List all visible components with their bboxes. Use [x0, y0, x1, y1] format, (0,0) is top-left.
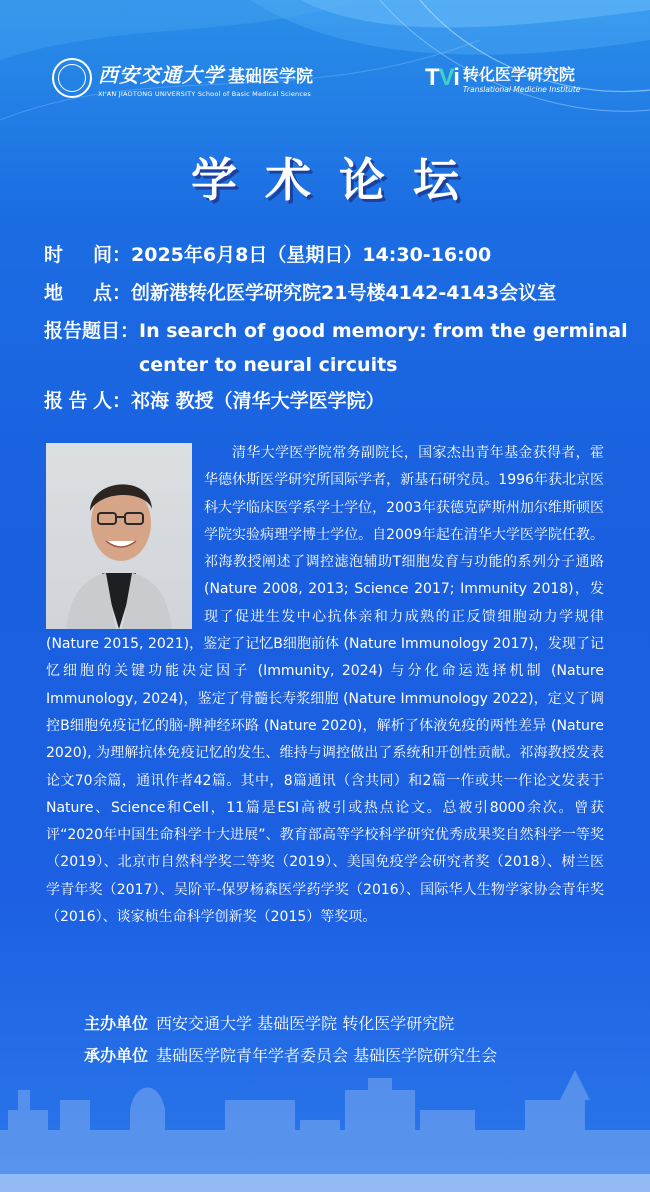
bio-text: 清华大学医学院常务副院长，国家杰出青年基金获得者，霍华德休斯医学研究所国际学者，新基石研究员。1996年获北京医科大学临床医学系学士学位，2003年获德克萨斯州加尔维斯顿医学院实验病理学博士学位。自2009年起在清华大学医学院任教。祁海教授阐述了调控滤泡辅助T细胞发育与功能的系列分子通路 (Nature 2008, 2013; Science 2017; Immunity 2018)，发现了促进生发中心抗体亲和力成熟的正反馈细胞动力学规律 (Nature 2015, 2021)，鉴定了记忆B细胞前体 (Nature Immunology 2017)，发现了记忆细胞的关键功能决定因子 (Immunity, 2024) 与分化命运选择机制 (Nature Immunology, 2024)，鉴定了骨髓长寿浆细胞 (Nature Immunology 2022)，定义了调控B细胞免疫记忆的脑-脾神经环路 (Nature 2020)，解析了体液免疫的两性差异 (Nature 2020), 为理解抗体免疫记忆的发生、维持与调控做出了系统和开创性贡献。祁海教授发表论文70余篇，通讯作者42篇。其中，8篇通讯（含共同）和2篇一作或共一作论文发表于Nature、Science和Cell，11篇是ESI高被引或热点论文。总被引8000余次。曾获评“2020年中国生命科学十大进展”、教育部高等学校科学研究优秀成果奖自然科学一等奖（2019）、北京市自然科学奖二等奖（2019）、美国免疫学会研究者奖（2018）、树兰医学青年奖（2017）、吴阶平-保罗杨森医学药学奖（2016）、国际华人生物学家协会青年奖（2016）、谈家桢生命科学创新奖（2015）等奖项。 — [46, 445, 604, 926]
speaker-bio — [46, 440, 604, 931]
time-row — [44, 236, 634, 274]
time-label: 时 间： — [44, 244, 131, 266]
xjtu-name: 西安交通大学 — [98, 62, 224, 87]
topic-label: 报告题目： — [44, 320, 140, 342]
tmi-name: 转化医学研究院 — [462, 65, 575, 84]
xjtu-subtitle: XI'AN JIAOTONG UNIVERSITY School of Basic Medical Sciences — [98, 89, 311, 98]
speaker-value: 祁海 教授（清华大学医学院） — [131, 390, 385, 412]
time-value: 2025年6月8日（星期日）14:30-16:00 — [131, 244, 492, 266]
speaker-label: 报 告 人： — [44, 390, 131, 412]
page-title: 学术论坛 — [191, 153, 487, 207]
speaker-photo — [46, 443, 192, 629]
place-value: 创新港转化医学研究院21号楼4142-4143会议室 — [131, 282, 557, 304]
co-organizer-label: 承办单位 — [84, 1046, 149, 1065]
organizers — [84, 1008, 497, 1072]
co-organizer-value: 基础医学院青年学者委员会 基础医学院研究生会 — [156, 1046, 498, 1065]
topic-value: In search of good memory: from the germinal center to neural circuits — [139, 320, 628, 376]
host-value: 西安交通大学 基础医学院 转化医学研究院 — [156, 1014, 455, 1033]
host-row — [84, 1008, 497, 1040]
place-label: 地 点： — [44, 282, 131, 304]
xjtu-logo — [52, 58, 313, 98]
tmi-mark-icon: TVi — [425, 64, 459, 91]
event-info — [44, 236, 634, 420]
tmi-subtitle: Translational Medicine Institute — [462, 85, 581, 94]
co-organizer-row — [84, 1040, 497, 1072]
campus-skyline-decoration — [0, 1070, 650, 1192]
header — [0, 58, 650, 102]
place-row — [44, 274, 634, 312]
tmi-logo — [425, 62, 580, 94]
topic-row — [44, 312, 634, 382]
host-label: 主办单位 — [84, 1014, 149, 1033]
xjtu-school: 基础医学院 — [228, 66, 313, 87]
speaker-row — [44, 382, 634, 420]
university-seal-icon — [52, 58, 92, 98]
